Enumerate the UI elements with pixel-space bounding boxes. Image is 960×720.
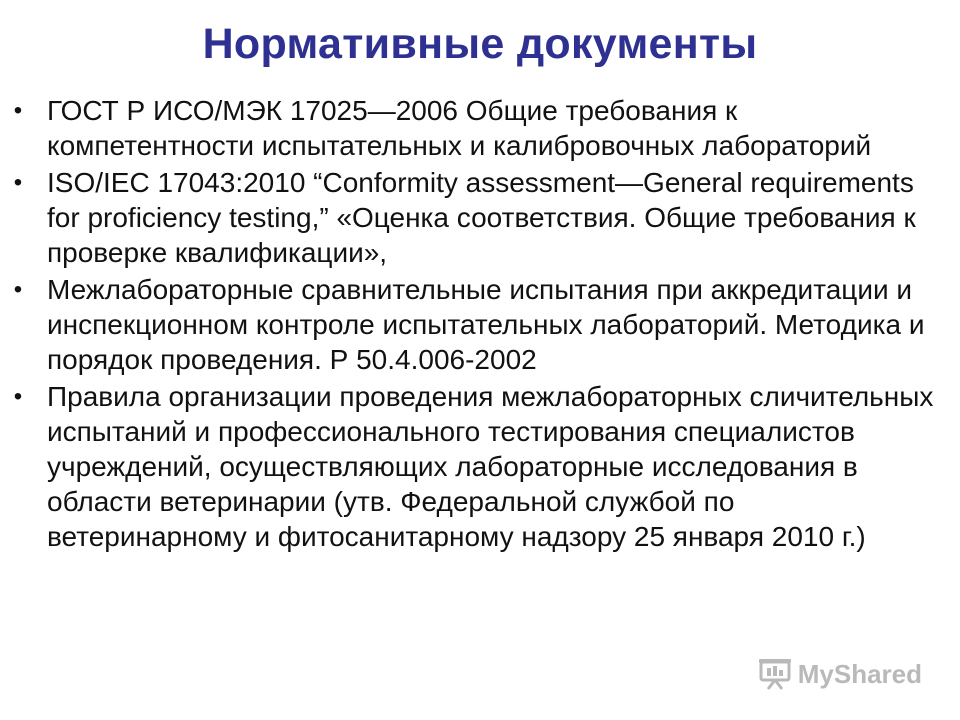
bullet-item (0, 272, 960, 377)
bullet-text: Межлабораторные сравнительные испытания при аккредитации и инспекционном контроле испытательных лабораторий. Методика и порядок проведения. Р 50.4.006-2002 (47, 274, 925, 375)
presentation-board-icon (758, 658, 792, 690)
bullet-dot-icon: • (13, 97, 23, 124)
page-title: Нормативные документы (202, 20, 758, 68)
bullet-text: ISO/IEC 17043:2010 “Conformity assessment—General requirements for proficiency testing,” «Оценка соответствия. Общие требования к проверке квалификации», (47, 167, 916, 268)
bullet-item (0, 93, 960, 163)
bullet-item (0, 379, 960, 554)
bullet-dot-icon: • (13, 169, 23, 196)
bullet-text: Правила организации проведения межлабораторных сличительных испытаний и профессионального тестирования специалистов учреждений, осуществляющих лабораторные исследования в области ветеринарии (утв. Федеральной службой по ветеринарному и фитосанитарному надзору 25 января 2010 г.) (47, 381, 934, 552)
bullet-text: ГОСТ Р ИСО/МЭК 17025—2006 Общие требования к компетентности испытательных и калибровочных лабораторий (47, 95, 872, 161)
bullet-dot-icon: • (13, 276, 23, 303)
bullet-item (0, 165, 960, 270)
watermark-text: MyShared (797, 658, 922, 689)
watermark[interactable] (758, 658, 922, 690)
bullet-dot-icon: • (13, 383, 23, 410)
bullet-list (0, 93, 960, 556)
